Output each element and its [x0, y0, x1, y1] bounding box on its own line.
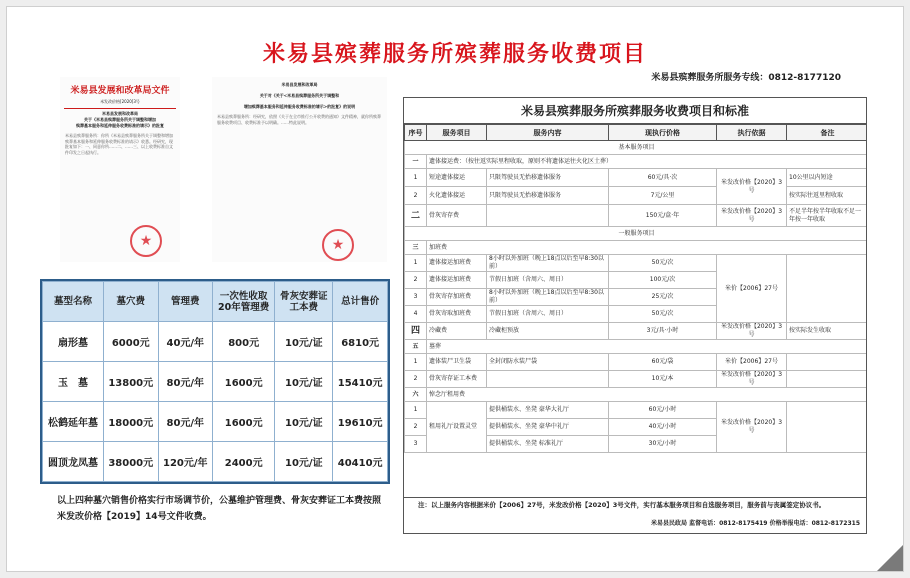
table-cell: 1 [405, 402, 427, 419]
table-header-row [405, 125, 868, 141]
table-cell: 7元/公里 [609, 187, 717, 205]
column-header: 序号 [405, 125, 427, 141]
table-cell: 骨灰寄存加班费 [427, 289, 487, 306]
document-heading: 关于《米易县殡葬服务所关于调整和增加 [84, 117, 156, 122]
notice-board [6, 6, 904, 572]
section-number: 五 [405, 340, 427, 354]
table-row [405, 255, 868, 272]
table-cell: 松鹤延年墓 [43, 402, 104, 442]
table-header-row [43, 282, 388, 322]
section-number: 六 [405, 388, 427, 402]
section-number: 四 [405, 323, 427, 340]
table-cell: 60元/具·次 [609, 169, 717, 187]
table-cell: 遗体装尸卫生袋 [427, 354, 487, 371]
table-cell: 100元/次 [609, 272, 717, 289]
table-cell: 2 [405, 272, 427, 289]
section-band [405, 227, 868, 241]
table-cell: 6810元 [333, 322, 388, 362]
section-row [405, 340, 868, 354]
table-cell: 1600元 [212, 402, 274, 442]
table-cell: 10元/证 [275, 362, 333, 402]
table-cell: 30元/小时 [609, 436, 717, 453]
section-label: 悼念厅租用费 [427, 388, 868, 402]
document-heading: 关于对《关于<米易县殡葬服务所关于调整和 [259, 93, 340, 98]
section-label: 骨灰寄存费 [427, 205, 487, 227]
table-row [405, 402, 868, 419]
section-row [405, 205, 868, 227]
table-cell: 50元/次 [609, 306, 717, 323]
section-row [405, 323, 868, 340]
table-cell: 租用礼厅设置灵堂 [427, 402, 487, 453]
table-cell: 4 [405, 306, 427, 323]
document-body: 米易县殡葬服务所：你所《米易县殡葬服务所关于调整和增加殡葬基本服务和延伸服务收费标准的请示》收悉。经研究，现批复如下：一、同意你所……二、……三、以上收费标准自文件印发之日起执行。 [65, 133, 173, 155]
table-row [405, 169, 868, 187]
table-cell: 米价【2006】27号 [717, 354, 787, 371]
table-row [43, 442, 388, 482]
table-row [43, 322, 388, 362]
section-label: 遗体接运费：（按往返实际里程收取，原则不将遗体运往火化区土葬） [427, 155, 868, 169]
document-number: 米发改价格[2020]3号 [100, 99, 140, 104]
table-cell: 1 [405, 255, 427, 272]
table-cell: 13800元 [103, 362, 158, 402]
table-row [43, 362, 388, 402]
table-cell: 遗体接运加班费 [427, 272, 487, 289]
document-issuer: 米易县发展和改革局文件 [70, 86, 170, 96]
tomb-price-table [40, 279, 390, 484]
column-header: 现执行价格 [609, 125, 717, 141]
section-row [405, 155, 868, 169]
table-cell: 米发改价格【2020】3号 [717, 371, 787, 388]
table-cell: 提供桶装水、坐凳 豪华大礼厅 [487, 402, 609, 419]
table-cell: 8小时以外加班（晚上18点以后至早8:30以前） [487, 289, 609, 306]
table-row [405, 187, 868, 205]
table-cell: 火化遗体接运 [427, 187, 487, 205]
table-cell: 80元/年 [158, 362, 212, 402]
table-cell: 50元/次 [609, 255, 717, 272]
table-cell: 扇形墓 [43, 322, 104, 362]
approval-document [60, 77, 180, 262]
table-row [43, 402, 388, 442]
table-cell: 3 [405, 436, 427, 453]
table-cell: 15410元 [333, 362, 388, 402]
table-cell: 38000元 [103, 442, 158, 482]
table-cell: 骨灰寄取加班费 [427, 306, 487, 323]
official-seal-icon: ★ [130, 225, 162, 257]
table-cell: 骨灰寄存证工本费 [427, 371, 487, 388]
table-cell: 2 [405, 419, 427, 436]
band-label: 基本服务项目 [405, 141, 868, 155]
table-cell: 800元 [212, 322, 274, 362]
table-cell: 按实际发生收取 [787, 323, 868, 340]
section-row [405, 388, 868, 402]
section-number: 一 [405, 155, 427, 169]
table-cell: 18000元 [103, 402, 158, 442]
section-row [405, 241, 868, 255]
table-cell: 1 [405, 169, 427, 187]
column-header: 一次性收取 20年管理费 [212, 282, 274, 322]
section-label: 墓葬 [427, 340, 868, 354]
table-cell: 3元/具·小时 [609, 323, 717, 340]
table-cell: 10公里以内短途 [787, 169, 868, 187]
table-cell: 玉 墓 [43, 362, 104, 402]
table-cell: 节假日加班（含周六、周日） [487, 272, 609, 289]
section-label: 加班费 [427, 241, 868, 255]
table-cell: 只限驾驶员无抬移遗体服务 [487, 187, 609, 205]
fee-table-note: 注：以上服务内容根据米价【2006】27号，米发改价格【2020】3号文件，实行基本服务项目和自选服务项目，服务前与丧属签定协议书。 [404, 497, 866, 511]
table-cell: 米发改价格【2020】3号 [717, 323, 787, 340]
column-header: 备注 [787, 125, 868, 141]
table-cell: 60元/袋 [609, 354, 717, 371]
column-header: 墓型名称 [43, 282, 104, 322]
table-cell: 米发改价格【2020】3号 [717, 402, 787, 453]
table-cell: 短途遗体接运 [427, 169, 487, 187]
section-label: 冷藏费 [427, 323, 487, 340]
table-cell: 150元/盒·年 [609, 205, 717, 227]
tomb-price-note: 以上四种墓穴销售价格实行市场调节价，公墓维护管理费、骨灰安葬证工本费按照米发改价格【2019】14号文件收费。 [57, 496, 382, 522]
table-cell: 2 [405, 371, 427, 388]
table-cell [787, 255, 868, 323]
supervision-footer: 米易县民政局 监督电话：0812-8175419 价格举报电话：0812-8172315 [650, 520, 860, 527]
table-cell: 2 [405, 187, 427, 205]
table-row [405, 354, 868, 371]
table-cell: 不足半年按半年收取不足一年按一年收取 [787, 205, 868, 227]
table-cell: 1600元 [212, 362, 274, 402]
section-band [405, 141, 868, 155]
column-header: 骨灰安葬证 工本费 [275, 282, 333, 322]
table-cell: 圆顶龙凤墓 [43, 442, 104, 482]
table-cell [487, 205, 609, 227]
table-cell [787, 402, 868, 453]
column-header: 墓穴费 [103, 282, 158, 322]
section-number: 二 [405, 205, 427, 227]
table-cell: 120元/年 [158, 442, 212, 482]
service-hotline: 米易县殡葬服务所服务专线：0812-8177120 [651, 73, 841, 83]
table-cell: 10元/证 [275, 442, 333, 482]
column-header: 服务项目 [427, 125, 487, 141]
document-body: 米易县殡葬服务所：经研究，依照《关于在全市推行公开收费的通知》文件精神，就你所殡葬服务收费项目、收费标准予以明确。……特此说明。 [217, 114, 381, 125]
document-heading: 增加殡葬基本服务和延伸服务收费标准的请示>的批复》的说明 [243, 104, 356, 109]
board-corner [877, 545, 903, 571]
table-cell: 全封闭防水装尸袋 [487, 354, 609, 371]
table-cell: 遗体接运加班费 [427, 255, 487, 272]
document-heading: 殡葬基本服务和延伸服务收费标准的请示》的批复 [76, 123, 164, 128]
table-cell: 米发改价格【2020】3号 [717, 205, 787, 227]
table-cell: 1 [405, 354, 427, 371]
table-title: 米易县殡葬服务所殡葬服务收费项目和标准 [404, 98, 866, 124]
table-cell: 60元/小时 [609, 402, 717, 419]
table-cell: 10元/证 [275, 322, 333, 362]
column-header: 管理费 [158, 282, 212, 322]
table-cell: 提供桶装水、坐凳 豪华中礼厅 [487, 419, 609, 436]
table-cell: 6000元 [103, 322, 158, 362]
table-cell: 3 [405, 289, 427, 306]
table-row [405, 371, 868, 388]
table-cell: 米价【2006】27号 [717, 255, 787, 323]
table-cell: 40元/小时 [609, 419, 717, 436]
explanation-document [212, 77, 387, 262]
document-heading: 米易县发展和改革局 [102, 111, 138, 116]
document-red-rule [64, 108, 176, 109]
table-cell [487, 371, 609, 388]
table-cell: 40元/年 [158, 322, 212, 362]
table-cell: 冷藏柜预放 [487, 323, 609, 340]
table-cell: 25元/次 [609, 289, 717, 306]
fee-standard-table [403, 97, 867, 534]
table-cell: 按实际往返里程收取 [787, 187, 868, 205]
table-cell: 19610元 [333, 402, 388, 442]
document-issuer: 米易县发展和改革局 [281, 82, 318, 87]
table-cell: 节假日加班（含周六、周日） [487, 306, 609, 323]
table-cell: 80元/年 [158, 402, 212, 442]
table-cell: 8小时以外加班（晚上18点以后至早8:30以前） [487, 255, 609, 272]
table-cell: 提供桶装水、坐凳 标准礼厅 [487, 436, 609, 453]
table-cell: 米发改价格【2020】3号 [717, 169, 787, 205]
column-header: 执行依据 [717, 125, 787, 141]
table-cell: 10元/证 [275, 402, 333, 442]
table-cell: 2400元 [212, 442, 274, 482]
band-label: 一般服务项目 [405, 227, 868, 241]
table-cell [787, 354, 868, 371]
section-number: 三 [405, 241, 427, 255]
column-header: 服务内容 [487, 125, 609, 141]
table-cell [787, 371, 868, 388]
table-cell: 40410元 [333, 442, 388, 482]
page-title: 米易县殡葬服务所殡葬服务收费项目 [262, 42, 647, 67]
table-cell: 10元/本 [609, 371, 717, 388]
official-seal-icon: ★ [322, 229, 354, 261]
column-header: 总计售价 [333, 282, 388, 322]
table-cell: 只限驾驶员无抬移遗体服务 [487, 169, 609, 187]
